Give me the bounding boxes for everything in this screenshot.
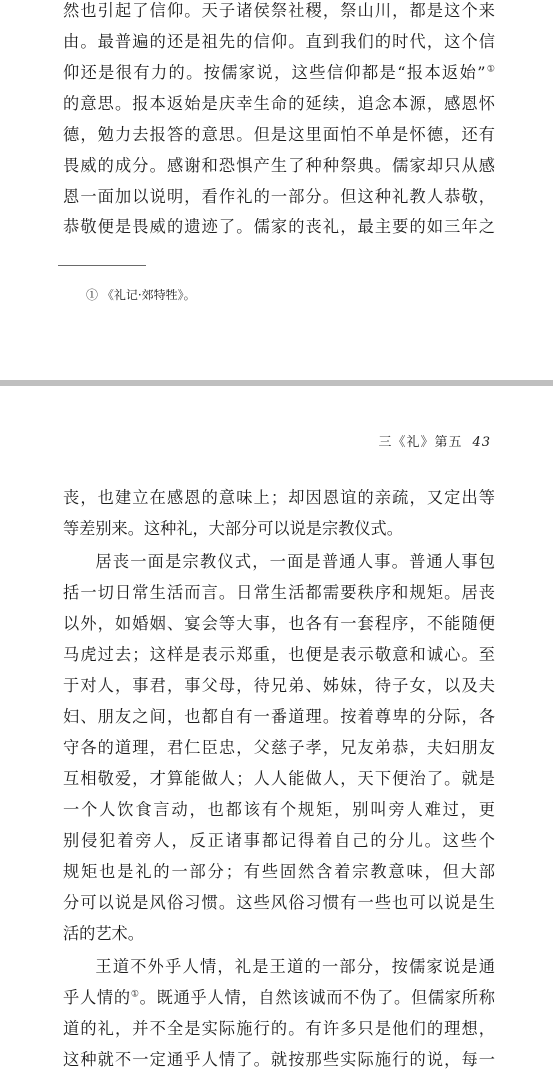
body-line: 妇、朋友之间，也都自有一番道理。按着尊卑的分际，各 — [63, 707, 495, 726]
footnote: ① 《礼记·郊特牲》。 — [86, 288, 196, 302]
body-line: 等差别来。这种礼，大部分可以说是宗教仪式。 — [63, 519, 403, 538]
chapter-title: 三《礼》第五 — [378, 435, 463, 450]
body-line — [63, 58, 495, 88]
body-line: 一个人饮食言动，也都该有个规矩，别叫旁人难过，更 — [63, 800, 495, 819]
body-line: 于对人，事君，事父母，待兄弟、姊妹，待子女，以及夫 — [63, 676, 495, 695]
body-line: 的意思。报本返始是庆幸生命的延续，追念本源，感恩怀 — [63, 94, 495, 113]
body-line: 由。最普遍的还是祖先的信仰。直到我们的时代，这个信 — [63, 32, 495, 51]
running-header — [378, 431, 491, 450]
footnote-divider — [58, 265, 146, 266]
body-line-text: 乎人情的 — [63, 988, 131, 1007]
body-line: 分可以说是风俗习惯。这些风俗习惯有一些也可以说是生 — [63, 893, 495, 912]
footnote-marker: ① — [485, 64, 495, 75]
footnote-marker: ① — [130, 989, 140, 1000]
body-line: 王道不外乎人情，礼是王道的一部分，按儒家说是通 — [95, 957, 495, 976]
body-line: 恭敬便是畏威的遗迹了。儒家的丧礼，最主要的如三年之 — [63, 217, 495, 236]
body-line: 这种就不一定通乎人情了。就按那些实际施行的说，每一 — [63, 1050, 495, 1069]
body-line: 恩一面加以说明，看作礼的一部分。但这种礼教人恭敬， — [63, 187, 495, 206]
body-line: 道的礼，并不全是实际施行的。有许多只是他们的理想， — [63, 1019, 495, 1038]
body-line: 德，勉力去报答的意思。但是这里面怕不单是怀德，还有 — [63, 125, 495, 144]
body-line-text: 仰还是很有力的。按儒家说，这些信仰都是“报本返始” — [63, 63, 486, 82]
body-line-text: 。既通乎人情，自然该诚而不伪了。但儒家所称 — [139, 988, 495, 1007]
body-line: 规矩也是礼的一部分；有些固然含着宗教意味，但大部 — [63, 862, 495, 881]
body-line: 别侵犯着旁人，反正诸事都记得着自己的分儿。这些个 — [63, 831, 495, 850]
body-line: 居丧一面是宗教仪式，一面是普通人事。普通人事包 — [95, 552, 495, 571]
body-line: 畏威的成分。感谢和恐惧产生了种种祭典。儒家却只从感 — [63, 156, 495, 175]
previous-page — [0, 0, 553, 380]
body-line: 括一切日常生活而言。日常生活都需要秩序和规矩。居丧 — [63, 583, 495, 602]
body-line — [63, 983, 495, 1013]
body-line: 活的艺术。 — [63, 924, 144, 943]
body-line: 以外，如婚姻、宴会等大事，也各有一套程序，不能随便 — [63, 614, 495, 633]
current-page — [0, 386, 553, 1080]
body-line: 马虎过去；这样是表示郑重，也便是表示敬意和诚心。至 — [63, 645, 495, 664]
page-number: 43 — [472, 435, 491, 450]
body-line: 互相敬爱，才算能做人；人人能做人，天下便治了。就是 — [63, 769, 495, 788]
body-line: 守各的道理，君仁臣忠，父慈子孝，兄友弟恭，夫妇朋友 — [63, 738, 495, 757]
body-line: 丧，也建立在感恩的意味上；却因恩谊的亲疏，又定出等 — [63, 488, 495, 507]
body-line: 然也引起了信仰。天子诸侯祭社稷，祭山川，都是这个来 — [63, 1, 495, 20]
